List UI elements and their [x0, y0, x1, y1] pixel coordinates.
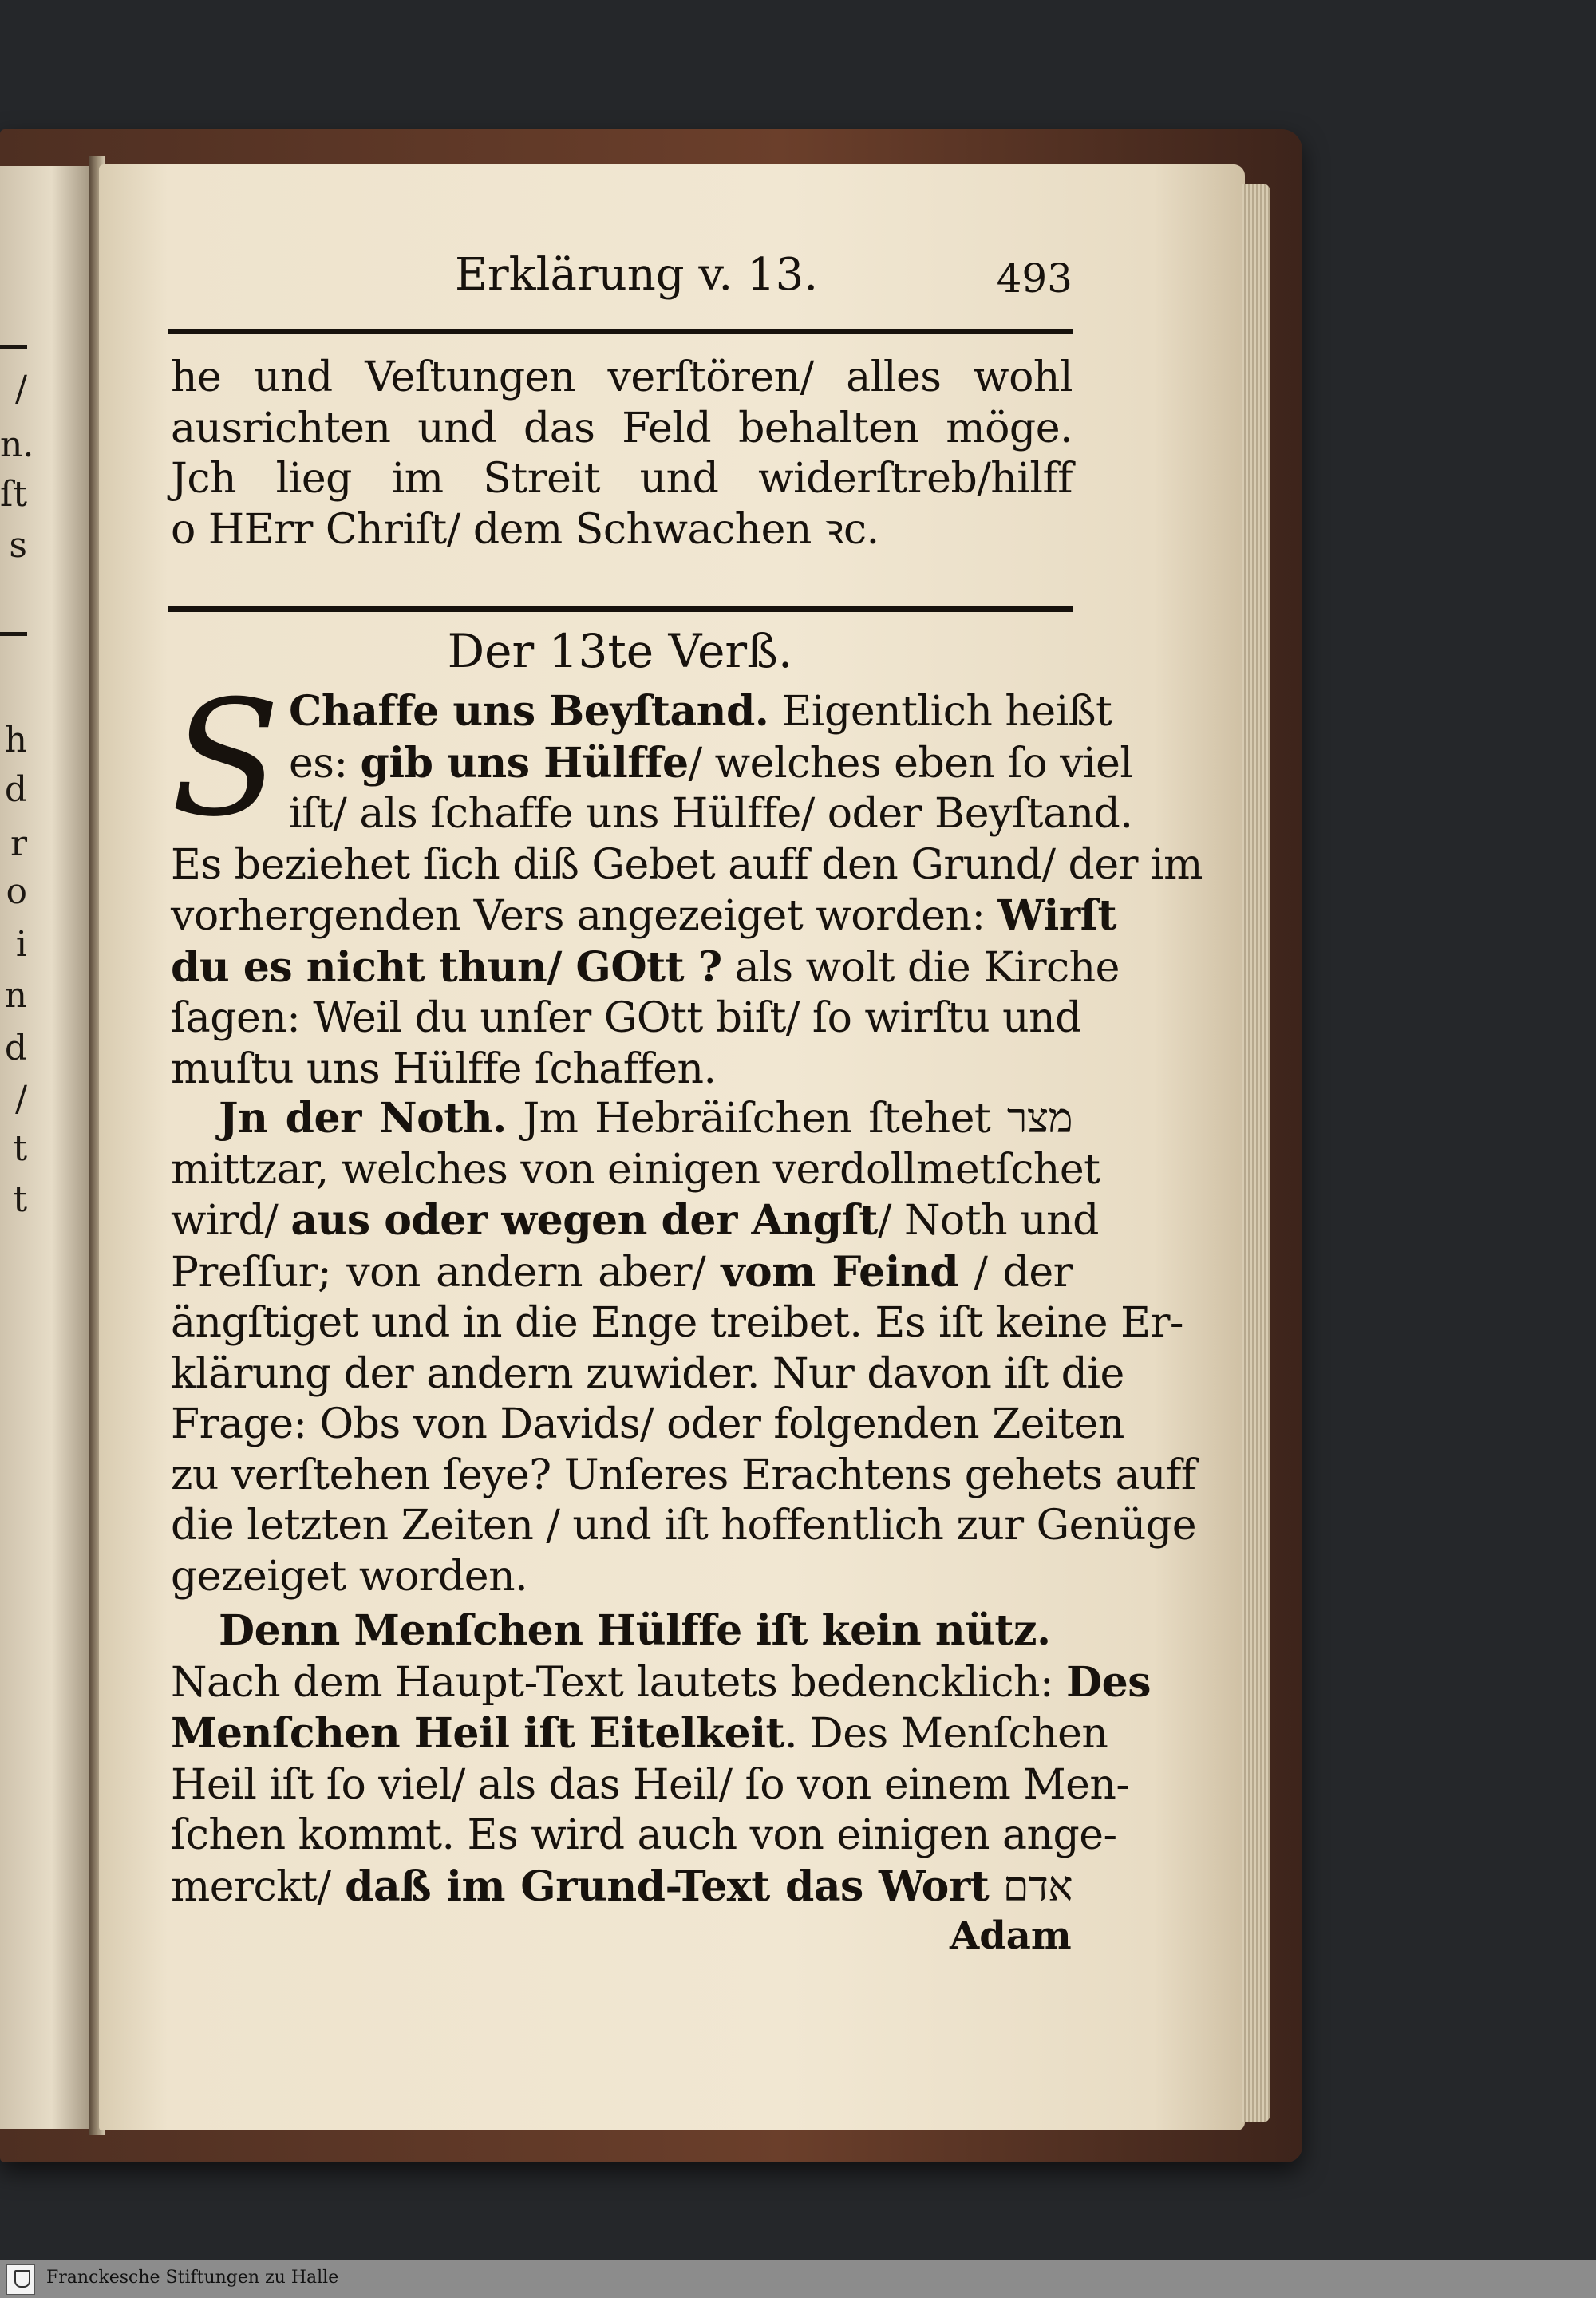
- bold-lemma: Chaffe uns Beyſtand.: [289, 687, 769, 736]
- text-line: Es beziehet ſich diß Gebet auff den Grund/ der im: [171, 840, 1203, 889]
- text-span: es:: [289, 739, 361, 788]
- text-span: . Des Menſchen: [784, 1710, 1108, 1758]
- text-line: Heil iſt ſo viel/ als das Heil/ ſo von einem Men-: [171, 1760, 1130, 1809]
- header-title: Erklärung v. 13.: [455, 249, 819, 301]
- hebrew-word: מצר: [1006, 1095, 1073, 1143]
- bold-lemma: Des: [1066, 1657, 1151, 1707]
- left-margin-fragment: h: [4, 720, 27, 760]
- text-line: [171, 1093, 1073, 1145]
- left-page: [0, 166, 94, 2129]
- text-line: [171, 1657, 1151, 1709]
- text-span: Jm Hebräiſchen ſtehet: [506, 1095, 1007, 1143]
- text-span: merckt/: [171, 1862, 346, 1911]
- footer-bar: [0, 2260, 1596, 2298]
- section-rule: [168, 606, 1073, 612]
- hebrew-word: אדם: [1002, 1862, 1073, 1911]
- text-line: [171, 738, 1133, 790]
- text-line: o HErr Chriſt/ dem Schwachen ꝛc.: [171, 505, 879, 554]
- paragraph-menschen-huelffe: [171, 1605, 1151, 1913]
- text-line: Frage: Obs von Davids/ oder folgenden Zeiten: [171, 1400, 1124, 1448]
- text-line: mittzar, welches von einigen verdollmetſchet: [171, 1145, 1100, 1194]
- bold-lemma: Menſchen Heil iſt Eitelkeit: [171, 1709, 784, 1758]
- text-line: ängſtiget und in die Enge treibet. Es iſt keine Er-: [171, 1299, 1183, 1347]
- text-line: ausrichten und das Feld behalten möge.: [171, 404, 1073, 452]
- left-margin-fragment: d: [4, 769, 27, 810]
- institution-logo-icon: [6, 2264, 35, 2295]
- left-margin-fragment: i: [15, 924, 27, 965]
- text-line: [171, 890, 1117, 942]
- footer-institution: Franckesche Stiftungen zu Halle: [46, 2268, 339, 2288]
- text-line: [171, 1708, 1108, 1760]
- text-line: [171, 1862, 1073, 1913]
- page-edges: [1242, 184, 1270, 2122]
- left-page-rule: [0, 345, 27, 349]
- text-line: klärung der andern zuwider. Nur davon iſt die: [171, 1349, 1124, 1398]
- text-line: [171, 686, 1112, 738]
- catchword: Adam: [950, 1913, 1072, 1958]
- paragraph-verse-13-intro: [171, 666, 1203, 1095]
- page-number: 493: [996, 255, 1073, 302]
- drop-cap: S: [171, 666, 281, 852]
- bold-lemma: Jn der Noth.: [219, 1094, 507, 1143]
- left-margin-fragment: /: [15, 1079, 27, 1119]
- text-span: / der: [958, 1248, 1073, 1297]
- running-header: [168, 249, 1073, 305]
- left-margin-fragment: o: [6, 871, 27, 912]
- left-margin-fragment: s: [9, 525, 27, 566]
- left-margin-fragment: n.: [0, 424, 34, 465]
- paragraph-in-der-noth: [171, 1093, 1196, 1602]
- text-line: [171, 1247, 1073, 1299]
- text-line: he und Veſtungen verſtören/ alles wohl: [171, 353, 1073, 401]
- text-line: [171, 942, 1120, 994]
- bold-lemma: aus oder wegen der Angſt: [290, 1196, 878, 1245]
- text-span: als wolt die Kirche: [721, 943, 1120, 992]
- text-span: Eigentlich heißt: [768, 688, 1112, 736]
- text-span: Nach dem Haupt-Text lautets bedencklich:: [171, 1658, 1067, 1707]
- text-line: [171, 1605, 1073, 1657]
- header-rule: [168, 329, 1073, 334]
- text-line: zu verſtehen ſeye? Unſeres Erachtens gehets auff: [171, 1451, 1196, 1499]
- text-span: / Noth und: [877, 1197, 1099, 1245]
- bold-lemma: daß im Grund-Text das Wort: [345, 1862, 990, 1911]
- bold-lemma: Wirſt: [998, 891, 1117, 940]
- text-line: gezeiget worden.: [171, 1552, 528, 1601]
- text-line: die letzten Zeiten / und iſt hoffentlich zur Genüge: [171, 1502, 1196, 1550]
- text-line: Jch lieg im Streit und widerſtreb/hilff: [171, 455, 1073, 503]
- left-page-rule: [0, 632, 27, 636]
- left-margin-fragment: /: [15, 369, 27, 409]
- text-span: wird/: [171, 1197, 291, 1245]
- left-margin-fragment: t: [13, 1179, 27, 1220]
- left-margin-fragment: r: [10, 823, 27, 864]
- bold-lemma: gib uns Hülffe: [360, 738, 689, 788]
- text-line: ſagen: Weil du unſer GOtt biſt/ ſo wirſtu und: [171, 994, 1081, 1042]
- bold-lemma: vom Feind: [721, 1247, 959, 1297]
- left-margin-fragment: t: [13, 1128, 27, 1169]
- left-margin-fragment: ſt: [0, 474, 27, 515]
- text-span: Preſſur; von andern aber/: [171, 1248, 721, 1297]
- left-margin-fragment: d: [4, 1028, 27, 1068]
- bold-lemma: Denn Menſchen Hülffe iſt kein nütz.: [219, 1606, 1051, 1655]
- text-line: muſtu uns Hülffe ſchaffen.: [171, 1044, 717, 1093]
- continued-text: [171, 353, 1073, 555]
- text-line: iſt/ als ſchaffe uns Hülffe/ oder Beyſtand.: [289, 790, 1133, 838]
- text-span: vorhergenden Vers angezeiget worden:: [171, 892, 998, 940]
- bold-lemma: du es nicht thun/ GOtt ?: [171, 942, 722, 992]
- text-span: / welches eben ſo viel: [688, 739, 1133, 788]
- left-margin-fragment: n: [4, 975, 27, 1016]
- text-line: ſchen kommt. Es wird auch von einigen ange-: [171, 1811, 1117, 1859]
- verse-heading: Der 13te Verß.: [447, 624, 793, 678]
- text-line: [171, 1195, 1099, 1247]
